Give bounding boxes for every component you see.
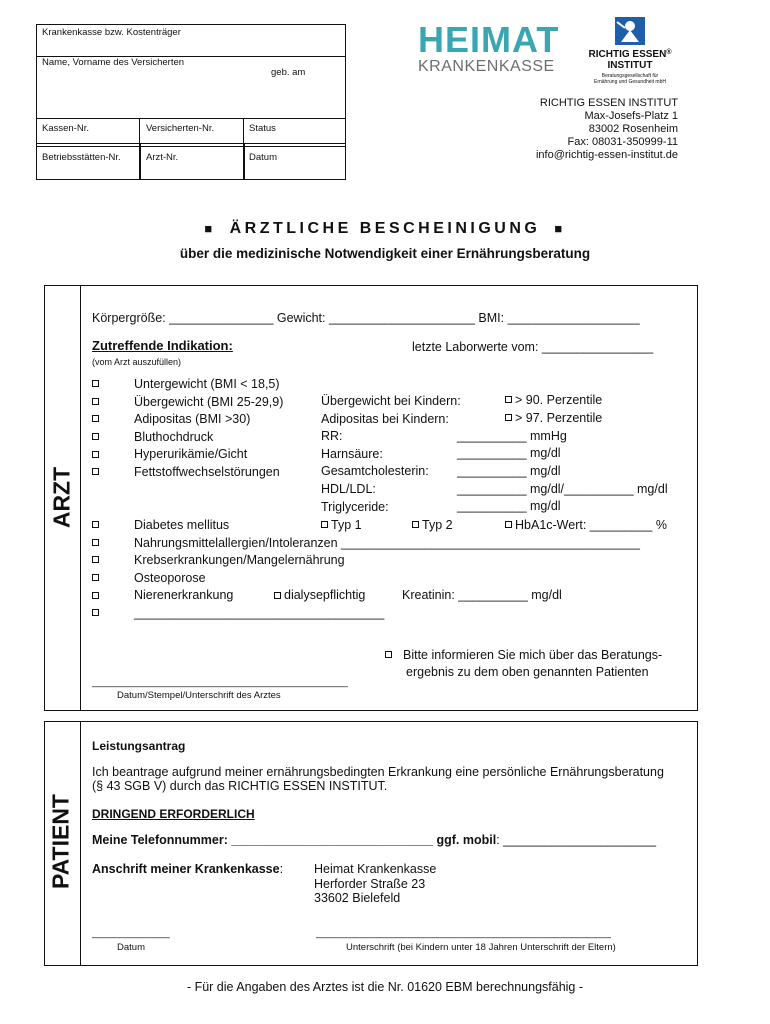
- mobil-label: ggf. mobil: [436, 833, 497, 847]
- indication-allergien[interactable]: Nahrungsmittelallergien/Intoleranzen ___________________________________________: [92, 535, 692, 553]
- insurance-data-box: [36, 24, 346, 180]
- label-rr: RR:: [321, 429, 343, 444]
- patient-signature-line[interactable]: _____________________________________________________: [316, 928, 611, 939]
- checkbox-hba1c[interactable]: [505, 521, 512, 528]
- checkbox-dialyse[interactable]: [274, 592, 281, 599]
- checkbox-info-request[interactable]: [385, 651, 392, 658]
- indication-fettstoffwechsel[interactable]: Fettstoffwechselstörungen: [92, 464, 283, 482]
- kassen-nr-label: Kassen-Nr.: [42, 123, 89, 134]
- label-harnsaeure: Harnsäure:: [321, 446, 383, 461]
- richtig-essen-emblem-icon: [613, 16, 647, 46]
- checkbox-niere[interactable]: [92, 592, 99, 599]
- harnsaeure-value-field[interactable]: __________ mg/dl: [457, 446, 561, 460]
- telefon-row[interactable]: [92, 833, 656, 847]
- footer-note: - Für die Angaben des Arztes ist die Nr. 01620 EBM berechnungsfähig -: [186, 980, 584, 994]
- checkbox-untergewicht[interactable]: [92, 380, 99, 387]
- institute-address: [536, 97, 678, 162]
- label-adipositas-kinder: Adipositas bei Kindern:: [321, 411, 449, 426]
- title-main: ÄRZTLICHE BESCHEINIGUNG: [229, 220, 541, 237]
- richtig-essen-logo: [575, 16, 685, 85]
- diabetes-typ2[interactable]: Typ 2: [412, 517, 453, 535]
- document-subtitle: über die medizinische Notwendigkeit einer Ernährungsberatung: [179, 246, 591, 261]
- kreatinin-field[interactable]: Kreatinin: __________ mg/dl: [402, 588, 562, 603]
- label-hdl-ldl: HDL/LDL:: [321, 481, 376, 496]
- res-line1: RICHTIG ESSEN: [588, 49, 667, 60]
- indication-adipositas[interactable]: Adipositas (BMI >30): [92, 411, 283, 429]
- address-line3: 83002 Rosenheim: [588, 123, 678, 135]
- versicherten-nr-label: Versicherten-Nr.: [146, 123, 215, 134]
- status-label: Status: [249, 123, 276, 134]
- indikation-heading: Zutreffende Indikation:: [92, 338, 233, 353]
- checkbox-osteoporose[interactable]: [92, 574, 99, 581]
- checkbox-typ1[interactable]: [321, 521, 328, 528]
- arzt-signature-label: Datum/Stempel/Unterschrift des Arztes: [117, 690, 281, 701]
- diabetes-typ1[interactable]: Typ 1: [321, 517, 362, 535]
- hdl-ldl-value-field[interactable]: __________ mg/dl/__________ mg/dl: [457, 482, 668, 496]
- arzt-nr-label: Arzt-Nr.: [146, 152, 179, 163]
- address-line1: RICHTIG ESSEN INSTITUT: [539, 97, 678, 109]
- checkbox-perzentile-97[interactable]: [505, 414, 512, 421]
- leistungsantrag-heading: Leistungsantrag: [92, 739, 186, 753]
- res-reg: ®: [666, 49, 672, 56]
- res-sub2: Ernährung und Gesundheit mbH: [594, 79, 666, 85]
- arzt-side-label: ARZT: [48, 466, 75, 529]
- info-request-option[interactable]: Bitte informieren Sie mich über das Beratungs- ergebnis zu dem oben genannten Patienten: [385, 647, 662, 681]
- vom-arzt-note: (vom Arzt auszufüllen): [92, 357, 182, 367]
- res-line2: INSTITUT: [607, 60, 653, 71]
- kk-street: Herforder Straße 23: [314, 876, 426, 891]
- checkbox-typ2[interactable]: [412, 521, 419, 528]
- indication-niere[interactable]: Nierenerkrankung dialysepflichtig Kreatinin: __________ mg/dl: [92, 587, 692, 605]
- heimat-logo: [418, 19, 560, 76]
- title-bullet-left: ■: [204, 221, 216, 236]
- checkbox-fettstoffwechsel[interactable]: [92, 468, 99, 475]
- betriebsstaetten-nr-label: Betriebsstätten-Nr.: [42, 152, 121, 163]
- indication-osteoporose[interactable]: Osteoporose: [92, 570, 692, 588]
- address-email: info@richtig-essen-institut.de: [535, 149, 678, 161]
- telefon-label: Meine Telefonnummer:: [92, 833, 228, 847]
- indication-uebergewicht[interactable]: Übergewicht (BMI 25-29,9): [92, 394, 283, 412]
- patient-datum-line[interactable]: ______________: [92, 928, 170, 939]
- telefon-field[interactable]: _____________________________: [231, 833, 433, 847]
- checkbox-adipositas[interactable]: [92, 415, 99, 422]
- address-line2: Max-Josefs-Platz 1: [584, 110, 678, 122]
- indication-bluthochdruck[interactable]: Bluthochdruck: [92, 429, 283, 447]
- datum-label: Datum: [249, 152, 277, 163]
- res-sub1: Beratungsgesellschaft für: [601, 73, 659, 79]
- address-line4: Fax: 08031-350999-11: [567, 136, 678, 148]
- laborwerte-line: letzte Laborwerte vom: ________________: [412, 340, 654, 354]
- checkbox-uebergewicht[interactable]: [92, 398, 99, 405]
- arzt-signature-line[interactable]: ______________________________________________: [92, 677, 348, 688]
- rr-value-field[interactable]: __________ mmHg: [457, 429, 567, 443]
- kk-city: 33602 Bielefeld: [314, 891, 401, 905]
- heimat-logo-sub: KRANKENKASSE: [418, 58, 555, 75]
- dialyse-option[interactable]: dialysepflichtig: [274, 587, 365, 605]
- mobil-field[interactable]: : ______________________: [496, 833, 657, 847]
- krankenkasse-address: [314, 862, 436, 906]
- hba1c-field[interactable]: HbA1c-Wert: _________ %: [505, 517, 667, 535]
- krankenkasse-label: Krankenkasse bzw. Kostenträger: [42, 27, 181, 38]
- antrag-text-line2: (§ 43 SGB V) durch das RICHTIG ESSEN INSTITUT.: [92, 779, 388, 793]
- patient-datum-label: Datum: [117, 942, 145, 953]
- checkbox-hyperurikaemie[interactable]: [92, 451, 99, 458]
- checkbox-other[interactable]: [92, 609, 99, 616]
- kk-name: Heimat Krankenkasse: [314, 862, 437, 876]
- geb-label: geb. am: [271, 67, 306, 78]
- checkbox-bluthochdruck[interactable]: [92, 433, 99, 440]
- indication-untergewicht[interactable]: Untergewicht (BMI < 18,5): [92, 376, 283, 394]
- antrag-text-line1: Ich beantrage aufgrund meiner ernährungsbedingten Erkrankung eine persönliche Ernährungsberatung: [92, 765, 664, 779]
- anschrift-label: Anschrift meiner Krankenkasse: [92, 862, 280, 876]
- name-label: Name, Vorname des Versicherten: [42, 57, 185, 68]
- checkbox-allergien[interactable]: [92, 539, 99, 546]
- body-measurements-line: Körpergröße: _______________ Gewicht: _____________________ BMI: ___________________: [92, 311, 640, 325]
- label-uebergewicht-kinder: Übergewicht bei Kindern:: [321, 394, 461, 408]
- label-triglyceride: Triglyceride:: [321, 499, 389, 514]
- indication-diabetes[interactable]: Diabetes mellitus Typ 1 Typ 2 HbA1c-Wert: _________ %: [92, 517, 692, 535]
- cholesterin-value-field[interactable]: __________ mg/dl: [457, 464, 561, 478]
- perzentile-90[interactable]: > 90. Perzentile: [505, 393, 602, 407]
- checkbox-krebs[interactable]: [92, 556, 99, 563]
- document-title: [0, 220, 770, 238]
- checkbox-perzentile-90[interactable]: [505, 396, 512, 403]
- heimat-logo-word: HEIMAT: [418, 19, 560, 60]
- title-bullet-right: ■: [554, 221, 566, 236]
- anschrift-row: Anschrift meiner Krankenkasse:: [92, 862, 284, 876]
- perzentile-97[interactable]: > 97. Perzentile: [505, 411, 602, 425]
- patient-side-label: PATIENT: [47, 794, 74, 889]
- indication-other[interactable]: ____________________________________: [92, 605, 692, 623]
- patient-signature-label: Unterschrift (bei Kindern unter 18 Jahren Unterschrift der Eltern): [346, 942, 616, 953]
- indication-krebs[interactable]: Krebserkrankungen/Mangelernährung: [92, 552, 692, 570]
- label-gesamtcholesterin: Gesamtcholesterin:: [321, 464, 429, 479]
- checkbox-diabetes[interactable]: [92, 521, 99, 528]
- dringend-label: DRINGEND ERFORDERLICH: [92, 807, 255, 821]
- triglyceride-value-field[interactable]: __________ mg/dl: [457, 499, 561, 513]
- indication-hyperurikaemie[interactable]: Hyperurikämie/Gicht: [92, 446, 283, 464]
